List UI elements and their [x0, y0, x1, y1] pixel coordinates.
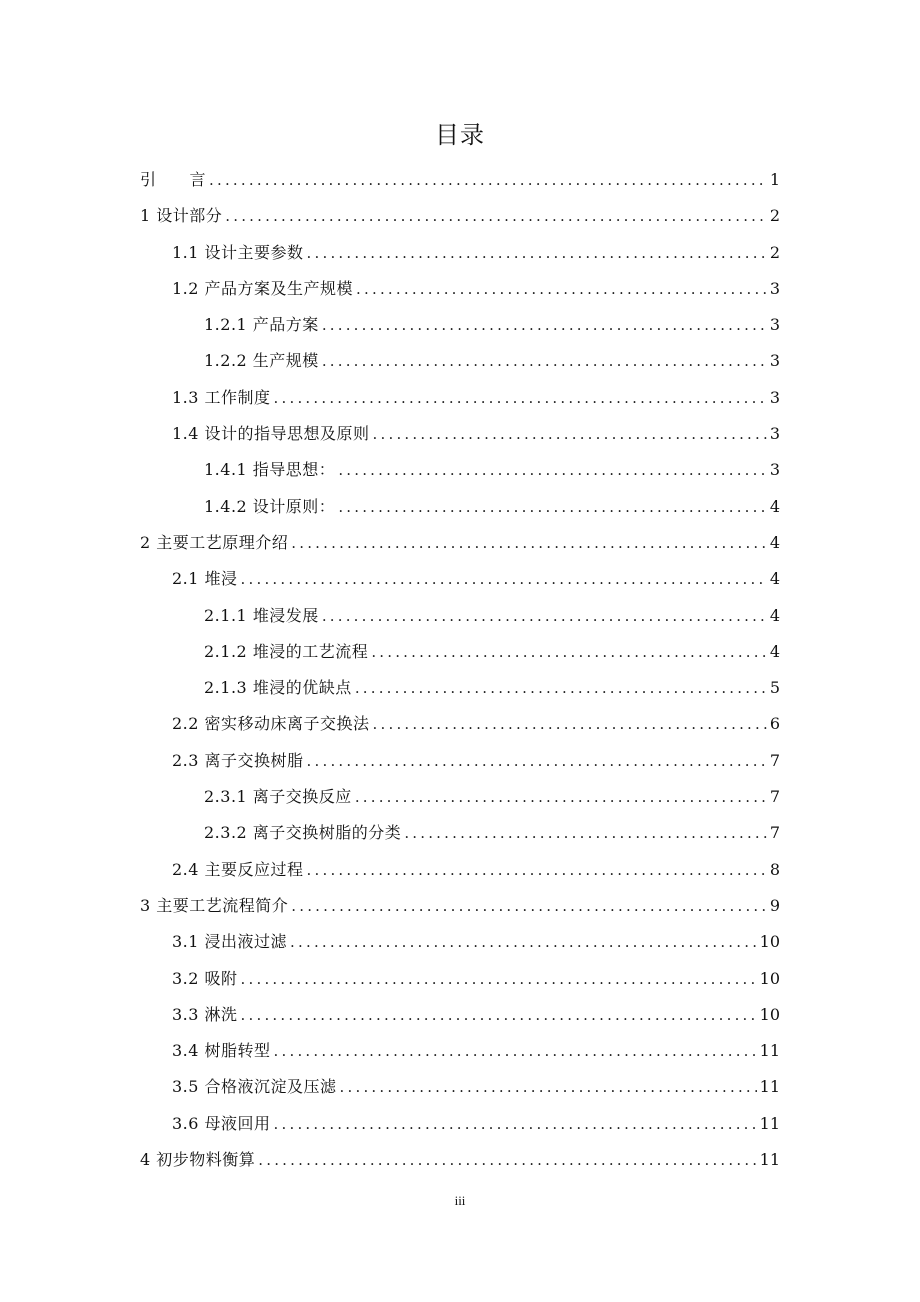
toc-entry-page: 4 — [769, 569, 780, 589]
toc-dot-leader — [291, 525, 767, 561]
toc-entry[interactable] — [140, 343, 780, 379]
toc-entry[interactable] — [140, 271, 780, 307]
toc-entry[interactable] — [140, 598, 780, 634]
toc-entry[interactable] — [140, 489, 780, 525]
toc-entry-label: 2.3.1 离子交换反应 — [204, 787, 352, 807]
toc-dot-leader — [338, 452, 767, 488]
toc-entry[interactable] — [140, 561, 780, 597]
toc-entry-page: 4 — [769, 605, 780, 625]
toc-entry-label: 3.4 树脂转型 — [172, 1041, 271, 1061]
toc-entry[interactable] — [140, 706, 780, 742]
toc-entry[interactable] — [140, 779, 780, 815]
toc-entry-label: 引 言 — [140, 170, 207, 189]
toc-entry-page: 6 — [769, 714, 780, 734]
toc-entry-page: 3 — [769, 424, 780, 444]
toc-entry-page: 10 — [759, 968, 780, 988]
toc-entry[interactable] — [140, 961, 780, 997]
toc-entry-label: 2.3.2 离子交换树脂的分类 — [204, 823, 402, 843]
toc-entry-label: 3 主要工艺流程简介 — [140, 895, 289, 915]
toc-dot-leader — [322, 343, 767, 379]
toc-entry[interactable] — [140, 1106, 780, 1142]
toc-entry-label: 3.2 吸附 — [172, 968, 238, 988]
toc-entry-page: 10 — [759, 932, 780, 952]
toc-entry[interactable] — [140, 452, 780, 488]
toc-entry-label: 1.4.1 指导思想： — [204, 460, 336, 480]
toc-entry[interactable] — [140, 852, 780, 888]
toc-entry[interactable] — [140, 1069, 780, 1105]
toc-entry-page: 11 — [759, 1113, 780, 1133]
toc-dot-leader — [290, 924, 757, 960]
toc-entry-page: 3 — [769, 278, 780, 298]
toc-entry-page: 5 — [769, 678, 780, 698]
toc-entry-page: 3 — [769, 351, 780, 371]
toc-dot-leader — [338, 489, 767, 525]
page-number: iii — [454, 1193, 466, 1208]
toc-entry-page: 7 — [769, 823, 780, 843]
toc-entry-page: 11 — [759, 1150, 780, 1170]
toc-dot-leader — [371, 634, 767, 670]
toc-entry[interactable] — [140, 997, 780, 1033]
table-of-contents — [140, 162, 780, 1178]
toc-dot-leader — [355, 779, 767, 815]
toc-dot-leader — [307, 743, 767, 779]
toc-entry-page: 2 — [769, 242, 780, 262]
toc-dot-leader — [356, 271, 767, 307]
toc-entry[interactable] — [140, 815, 780, 851]
toc-entry-page: 2 — [769, 206, 780, 226]
toc-entry-label: 1 设计部分 — [140, 206, 223, 226]
toc-dot-leader — [241, 997, 757, 1033]
toc-entry[interactable] — [140, 1033, 780, 1069]
toc-entry-label: 2.1.1 堆浸发展 — [204, 605, 319, 625]
toc-dot-leader — [355, 670, 767, 706]
toc-dot-leader — [258, 1142, 756, 1178]
toc-entry-label: 3.1 浸出液过滤 — [172, 932, 288, 952]
toc-dot-leader — [307, 235, 767, 271]
toc-entry-page: 3 — [769, 387, 780, 407]
toc-entry[interactable] — [140, 924, 780, 960]
toc-dot-leader — [225, 198, 767, 234]
toc-dot-leader — [404, 815, 767, 851]
toc-entry-page: 4 — [769, 532, 780, 552]
toc-entry-label: 2.1.2 堆浸的工艺流程 — [204, 641, 369, 661]
toc-entry-label: 2 主要工艺原理介绍 — [140, 532, 289, 552]
toc-entry[interactable] — [140, 162, 780, 198]
toc-entry[interactable] — [140, 235, 780, 271]
toc-entry[interactable] — [140, 198, 780, 234]
toc-dot-leader — [307, 852, 767, 888]
toc-entry-label: 2.1.3 堆浸的优缺点 — [204, 678, 352, 698]
toc-entry-page: 10 — [759, 1004, 780, 1024]
toc-entry-label: 2.3 离子交换树脂 — [172, 750, 304, 770]
toc-entry-label: 2.2 密实移动床离子交换法 — [172, 714, 370, 734]
toc-entry-label: 1.4.2 设计原则： — [204, 496, 336, 516]
toc-dot-leader — [373, 416, 767, 452]
toc-dot-leader — [373, 706, 767, 742]
toc-dot-leader — [274, 380, 767, 416]
toc-entry-label: 4 初步物料衡算 — [140, 1150, 256, 1170]
toc-entry-label: 2.1 堆浸 — [172, 569, 238, 589]
toc-entry-page: 4 — [769, 496, 780, 516]
toc-entry-page: 3 — [769, 315, 780, 335]
toc-entry[interactable] — [140, 634, 780, 670]
toc-entry-label: 3.6 母液回用 — [172, 1113, 271, 1133]
toc-entry-page: 8 — [769, 859, 780, 879]
page-title: 目录 — [435, 121, 485, 149]
toc-entry-page: 7 — [769, 787, 780, 807]
toc-entry[interactable] — [140, 670, 780, 706]
toc-entry-page: 1 — [769, 170, 780, 189]
toc-entry-label: 1.2.1 产品方案 — [204, 315, 319, 335]
toc-entry-label: 3.3 淋洗 — [172, 1004, 238, 1024]
toc-dot-leader — [209, 162, 767, 198]
toc-dot-leader — [274, 1033, 757, 1069]
toc-entry[interactable] — [140, 380, 780, 416]
toc-dot-leader — [291, 888, 767, 924]
toc-entry-label: 1.2.2 生产规模 — [204, 351, 319, 371]
toc-dot-leader — [241, 561, 767, 597]
toc-dot-leader — [241, 961, 757, 997]
toc-entry-label: 1.1 设计主要参数 — [172, 242, 304, 262]
toc-entry[interactable] — [140, 307, 780, 343]
toc-entry-label: 1.2 产品方案及生产规模 — [172, 278, 354, 298]
toc-entry[interactable] — [140, 525, 780, 561]
toc-entry-page: 4 — [769, 641, 780, 661]
toc-entry-page: 7 — [769, 750, 780, 770]
toc-dot-leader — [322, 307, 767, 343]
toc-dot-leader — [340, 1069, 757, 1105]
toc-entry-label: 1.3 工作制度 — [172, 387, 271, 407]
toc-dot-leader — [322, 598, 767, 634]
toc-entry-page: 3 — [769, 460, 780, 480]
toc-entry[interactable] — [140, 888, 780, 924]
toc-entry-page: 9 — [769, 895, 780, 915]
toc-entry[interactable] — [140, 1142, 780, 1178]
toc-entry-label: 3.5 合格液沉淀及压滤 — [172, 1077, 337, 1097]
toc-entry[interactable] — [140, 743, 780, 779]
toc-entry-label: 2.4 主要反应过程 — [172, 859, 304, 879]
toc-entry[interactable] — [140, 416, 780, 452]
toc-entry-page: 11 — [759, 1041, 780, 1061]
toc-entry-label: 1.4 设计的指导思想及原则 — [172, 424, 370, 444]
toc-entry-page: 11 — [759, 1077, 780, 1097]
toc-dot-leader — [274, 1106, 757, 1142]
